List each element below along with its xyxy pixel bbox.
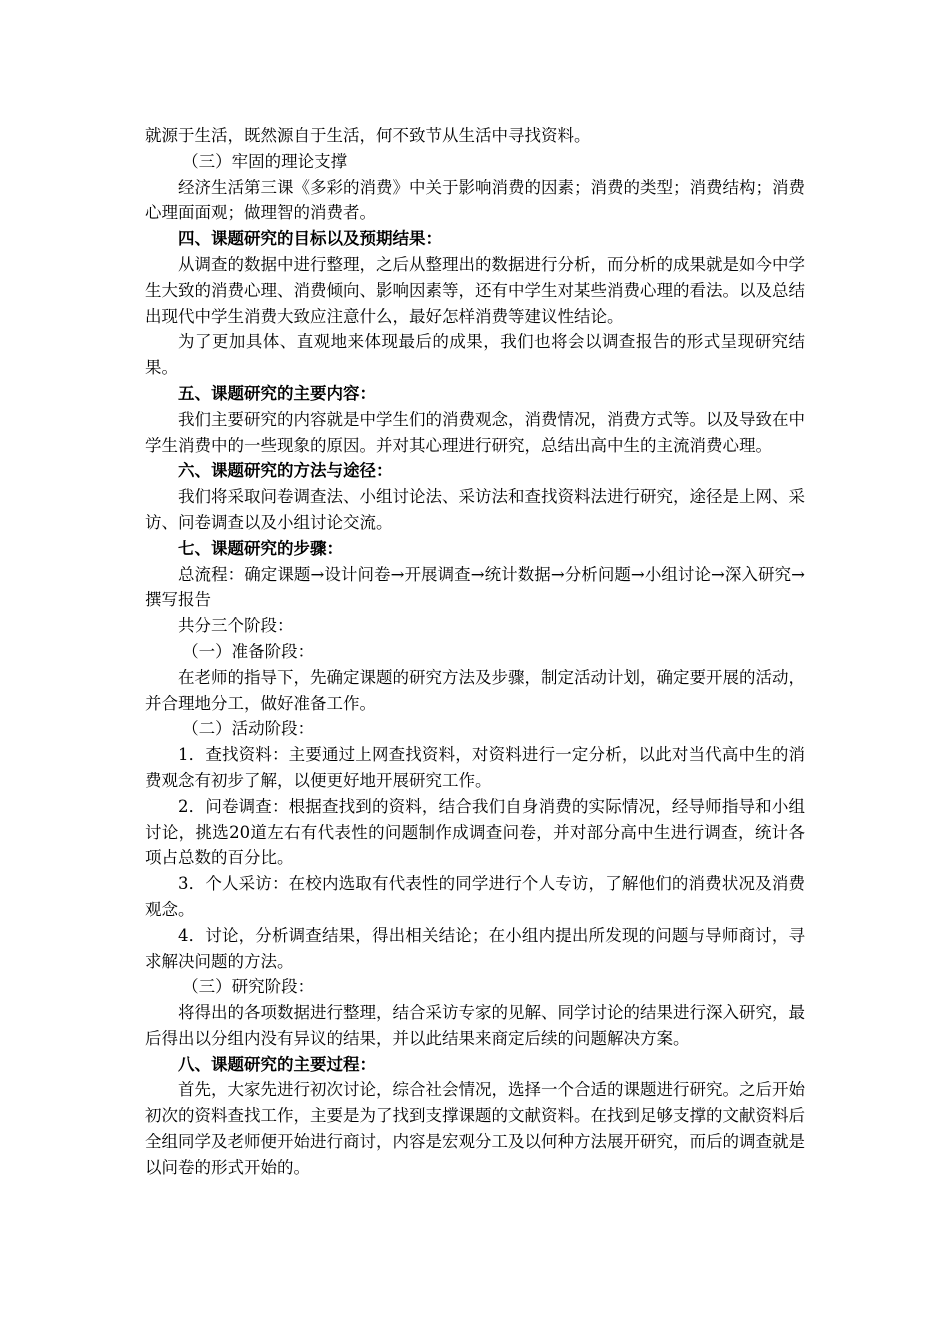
section-heading: 八、课题研究的主要过程： [178, 1054, 376, 1074]
body-paragraph: 3．个人采访：在校内选取有代表性的同学进行个人专访，了解他们的消费状况及消费观念。 [145, 874, 805, 919]
section-heading: 五、课题研究的主要内容： [178, 383, 376, 403]
body-paragraph: 我们主要研究的内容就是中学生们的消费观念，消费情况，消费方式等。以及导致在中学生消费中的一些现象的原因。并对其心理进行研究，总结出高中生的主流消费心理。 [145, 409, 805, 455]
body-paragraph: 就源于生活，既然源自于生活，何不致节从生活中寻找资料。 [145, 126, 591, 145]
body-paragraph: 经济生活第三课《多彩的消费》中关于影响消费的因素；消费的类型；消费结构；消费心理面面观；做理智的消费者。 [145, 177, 805, 223]
body-paragraph: 2．问卷调查：根据查找到的资料，结合我们自身消费的实际情况，经导师指导和小组讨论，挑选20道左右有代表性的问题制作成调查问卷，并对部分高中生进行调查，统计各项占总数的百分比。 [145, 796, 805, 868]
body-paragraph: 为了更加具体、直观地来体现最后的成果，我们也将会以调查报告的形式呈现研究结果。 [145, 332, 805, 378]
section-heading: 六、课题研究的方法与途径： [178, 461, 393, 481]
section-heading: 四、课题研究的目标以及预期结果： [178, 229, 442, 249]
body-paragraph: 我们将采取问卷调查法、小组讨论法、采访法和查找资料法进行研究，途径是上网、采访、问卷调查以及小组讨论交流。 [145, 487, 805, 532]
subsection-heading: （三）研究阶段： [182, 977, 315, 997]
subsection-heading: （二）活动阶段： [182, 719, 315, 739]
subsection-heading: （一）准备阶段： [182, 641, 315, 661]
body-paragraph: 从调查的数据中进行整理，之后从整理出的数据进行分析，而分析的成果就是如今中学生大致的消费心理、消费倾向、影响因素等，还有中学生对某些消费心理的看法。以及总结出现代中学生消费大致应注意什么，最好怎样消费等建议性结论。 [145, 254, 805, 326]
body-paragraph: 4．讨论，分析调查结果，得出相关结论；在小组内提出所发现的问题与导师商讨，寻求解决问题的方法。 [145, 925, 805, 971]
body-paragraph: 首先，大家先进行初次讨论，综合社会情况，选择一个合适的课题进行研究。之后开始初次的资料查找工作，主要是为了找到支撑课题的文献资料。在找到足够支撑的文献资料后全组同学及老师便开始进行商讨，内容是宏观分工及以何种方法展开研究，而后的调查就是以问卷的形式开始的。 [145, 1080, 805, 1177]
body-paragraph: 将得出的各项数据进行整理，结合采访专家的见解、同学讨论的结果进行深入研究，最后得出以分组内没有异议的结果，并以此结果来商定后续的问题解决方案。 [145, 1003, 805, 1048]
body-paragraph: 共分三个阶段： [178, 616, 294, 636]
body-paragraph: 在老师的指导下，先确定课题的研究方法及步骤，制定活动计划，确定要开展的活动，并合理地分工，做好准备工作。 [145, 667, 805, 713]
section-heading: 七、课题研究的步骤： [178, 538, 343, 558]
document-page [145, 123, 805, 1181]
subsection-heading: （三）牢固的理论支撑 [182, 151, 348, 171]
body-paragraph: 1．查找资料：主要通过上网查找资料，对资料进行一定分析，以此对当代高中生的消费观念有初步了解，以便更好地开展研究工作。 [145, 745, 805, 790]
body-paragraph: 总流程：确定课题→设计问卷→开展调查→统计数据→分析问题→小组讨论→深入研究→撰写报告 [145, 564, 805, 610]
